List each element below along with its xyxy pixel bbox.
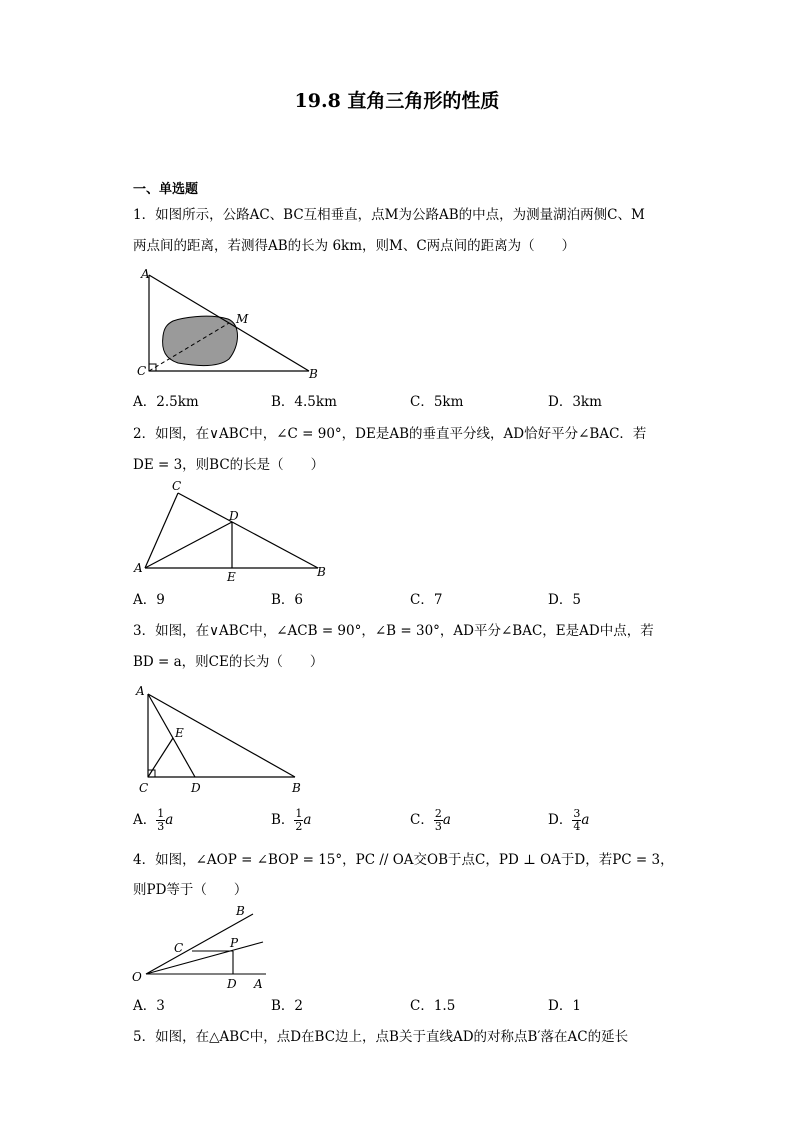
variable: a [442,812,451,828]
q2-figure [133,478,333,586]
segment-cb [178,493,318,568]
label-a: A [136,684,145,698]
label-a: A [254,977,263,991]
numerator: 1 [295,807,303,820]
numerator: 3 [573,807,581,820]
fraction [434,808,443,833]
segment-ad [145,522,232,568]
q4-text-line2: 则PD等于（ ） [133,882,248,898]
q4-option-b[interactable]: B．2 [271,998,304,1014]
denominator: 2 [295,820,303,833]
q1-text-line1: 1．如图所示，公路AC、BC互相垂直，点M为公路AB的中点，为测量湖泊两侧C、M [133,207,645,223]
q1-option-a[interactable]: A．2.5km [133,394,199,410]
option-prefix: C． [410,812,434,828]
q2-option-c[interactable]: C．7 [410,592,443,608]
variable: a [581,812,590,828]
q2-option-d[interactable]: D．5 [548,592,581,608]
q2-text-line2: DE = 3，则BC的长是（ ） [133,457,325,473]
q1-option-c[interactable]: C．5km [410,394,464,410]
q3-option-c[interactable] [410,808,451,833]
label-d: D [191,781,201,795]
fraction [156,808,165,833]
q5-text-line1: 5．如图，在△ABC中，点D在BC边上，点B关于直线AD的对称点B′落在AC的延长 [133,1029,629,1045]
label-b: B [292,781,301,795]
q2-option-a[interactable]: A．9 [133,592,165,608]
segment-ab [148,694,295,777]
q1-text-line2: 两点间的距离，若测得AB的长为 6km，则M、C两点间的距离为（ ） [133,238,576,254]
label-o: O [132,970,142,984]
section-heading: 一、单选题 [133,182,199,197]
q3-option-b[interactable] [271,808,311,833]
label-a: A [141,267,150,281]
label-m: M [236,312,249,326]
q2-text-line1: 2．如图，在∨ABC中，∠C = 90°，DE是AB的垂直平分线，AD恰好平分∠BAC．若 [133,426,647,442]
label-d: D [227,977,237,991]
label-c: C [137,364,147,378]
q1-option-b[interactable]: B．4.5km [271,394,337,410]
denominator: 4 [573,820,581,833]
label-e: E [175,726,184,740]
label-b: B [317,565,326,579]
q2-option-b[interactable]: B．6 [271,592,304,608]
variable: a [165,812,174,828]
segment-ad [148,694,195,777]
q3-text-line1: 3．如图，在∨ABC中，∠ACB = 90°，∠B = 30°，AD平分∠BAC，E是AD中点，若 [133,623,654,639]
label-p: P [230,936,239,950]
q4-option-c[interactable]: C．1.5 [410,998,456,1014]
q3-option-d[interactable] [548,808,589,833]
q3-figure [133,680,333,796]
label-c: C [172,479,182,493]
label-e: E [227,570,236,584]
q4-figure [130,902,275,992]
label-a: A [134,561,143,575]
label-c: C [174,941,184,955]
ray-op [146,942,263,974]
numerator: 2 [434,807,442,820]
label-b: B [309,367,318,381]
segment-ce [148,738,173,777]
numerator: 1 [157,807,165,820]
denominator: 3 [157,820,165,833]
fraction [572,808,581,833]
q4-option-d[interactable]: D．1 [548,998,581,1014]
option-prefix: A． [133,812,157,828]
q1-figure [133,266,333,384]
page-title: 19.8 直角三角形的性质 [294,90,500,112]
variable: a [303,812,312,828]
q4-option-a[interactable]: A．3 [133,998,165,1014]
option-prefix: B． [271,812,295,828]
q3-text-line2: BD = a，则CE的长为（ ） [133,654,324,670]
option-prefix: D． [548,812,573,828]
denominator: 3 [434,820,442,833]
label-c: C [139,781,149,795]
q3-option-a[interactable] [133,808,173,833]
q4-text-line1: 4．如图，∠AOP = ∠BOP = 15°，PC // OA交OB于点C，PD ⊥ OA于D，若PC = 3， [133,852,674,868]
segment-ac [145,493,178,568]
label-b: B [236,904,245,918]
label-d: D [229,509,239,523]
q1-option-d[interactable]: D．3km [548,394,602,410]
